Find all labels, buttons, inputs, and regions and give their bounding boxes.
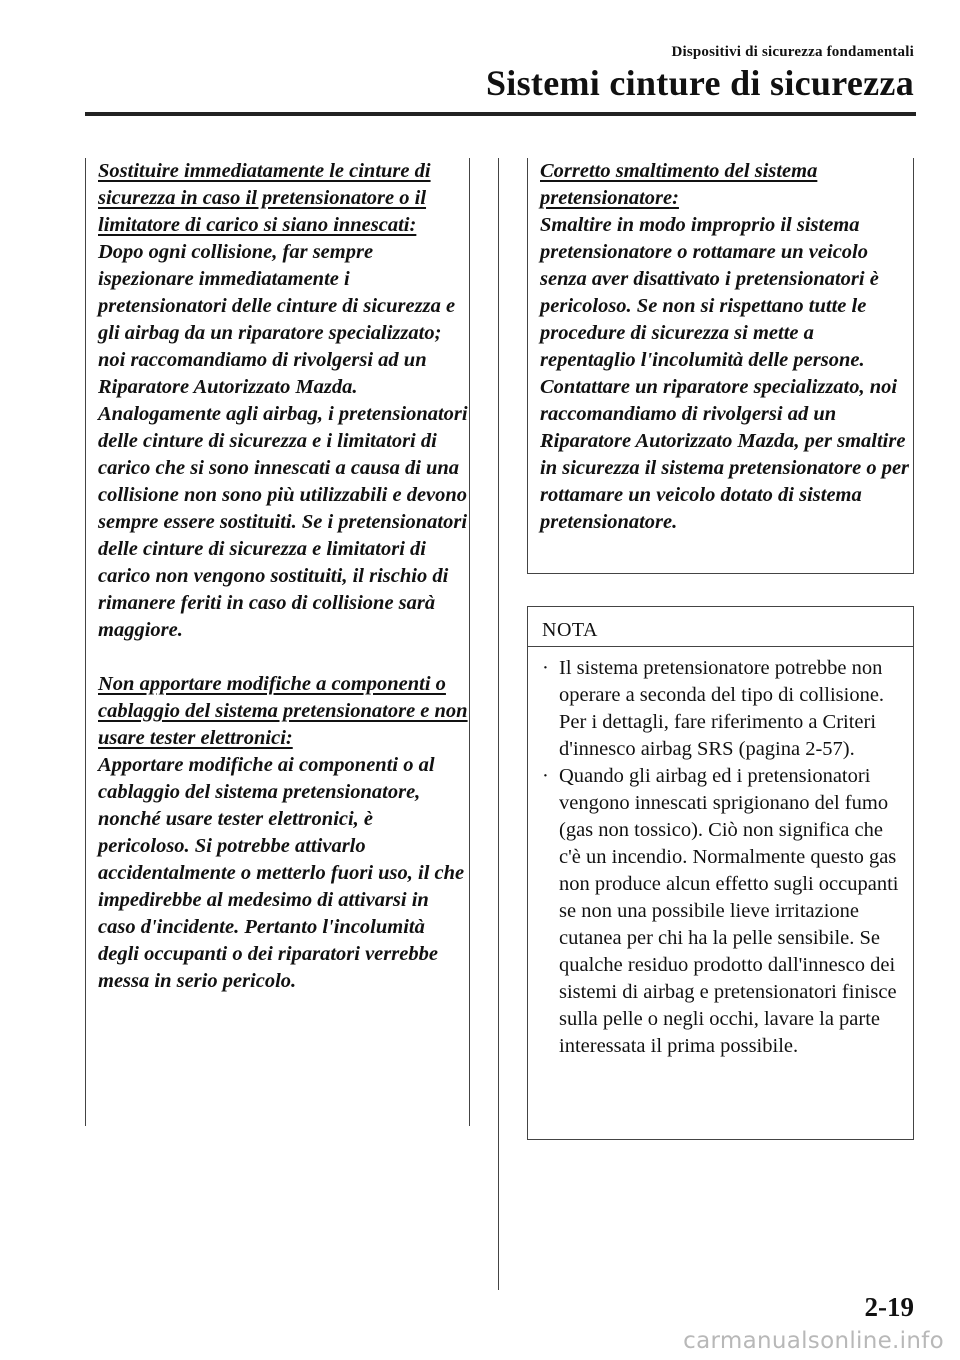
left-warning-column xyxy=(85,158,470,1126)
column-divider xyxy=(498,158,499,1290)
header-rule xyxy=(85,112,916,116)
page-number: 2-19 xyxy=(864,1292,914,1322)
nota-item xyxy=(542,655,905,763)
section-subtitle: Dispositivi di sicurezza fondamentali xyxy=(671,44,914,60)
bullet-icon: · xyxy=(542,657,549,679)
warning-body-no-modifications: Apportare modifiche ai componenti o al cablaggio del sistema pretensionatore, nonché usare tester elettronici, è pericoloso. Si potrebbe attivarlo accidentalmente o metterlo fuori uso, il che impedirebbe al medesimo di attivarsi in caso d'incidente. Pertanto l'incolumità degli occupanti o dei riparatori verrebbe messa in serio pericolo. xyxy=(98,754,465,992)
warning-heading-disposal: Corretto smaltimento del sistema pretensionatore: xyxy=(540,160,818,209)
warning-heading-replace-belts: Sostituire immediatamente le cinture di sicurezza in caso il pretensionatore o il limitatore di carico si siano innescati: xyxy=(98,160,431,236)
nota-box xyxy=(527,606,914,1140)
nota-item-text: Quando gli airbag ed i pretensionatori vengono innescati sprigionano del fumo (gas non tossico). Ciò non significa che c'è un incendio. Normalmente questo gas non produce alcun effetto sugli occupanti se non una possibile lieve irritazione cutanea per chi ha la pelle sensibile. Se qualche residuo prodotto dall'innesco dei sistemi di airbag e pretensionatori finisce sulla pelle o negli occhi, lavare la parte interessata il prima possibile. xyxy=(559,765,899,1057)
warning-block-replace-belts xyxy=(86,158,469,644)
watermark: carmanualsonline.info xyxy=(683,1328,944,1354)
right-warning-box xyxy=(527,158,914,574)
nota-item xyxy=(542,763,905,1060)
bullet-icon: · xyxy=(542,765,549,787)
warning-body-replace-belts: Dopo ogni collisione, far sempre ispezionare immediatamente i pretensionatori delle cinture di sicurezza e gli airbag da un riparatore specializzato; noi raccomandiamo di rivolgersi ad un Riparatore Autorizzato Mazda. Analogamente agli airbag, i pretensionatori delle cinture di sicurezza e i limitatori di carico che si sono innescati a causa di una collisione non sono più utilizzabili e devono sempre essere sostituiti. Se i pretensionatori delle cinture di sicurezza e limitatori di carico non vengono sostituiti, il rischio di rimanere feriti in caso di collisione sarà maggiore. xyxy=(98,241,468,641)
warning-heading-no-modifications: Non apportare modifiche a componenti o cablaggio del sistema pretensionatore e non usare tester elettronici: xyxy=(98,673,468,749)
warning-body-disposal: Smaltire in modo improprio il sistema pretensionatore o rottamare un veicolo senza aver disattivato i pretensionatori è pericoloso. Se non si rispettano tutte le procedure di sicurezza si mette a repentaglio l'incolumità delle persone. Contattare un riparatore specializzato, noi raccomandiamo di rivolgersi ad un Riparatore Autorizzato Mazda, per smaltire in sicurezza il sistema pretensionatore o per rottamare un veicolo dotato di sistema pretensionatore. xyxy=(540,214,910,533)
warning-block-no-modifications xyxy=(86,671,469,995)
nota-item-text: Il sistema pretensionatore potrebbe non operare a seconda del tipo di collisione. Per i dettagli, fare riferimento a Criteri d'innesco airbag SRS (pagina 2-57). xyxy=(559,657,885,760)
nota-title: NOTA xyxy=(528,607,913,647)
page-title: Sistemi cinture di sicurezza xyxy=(485,63,914,103)
